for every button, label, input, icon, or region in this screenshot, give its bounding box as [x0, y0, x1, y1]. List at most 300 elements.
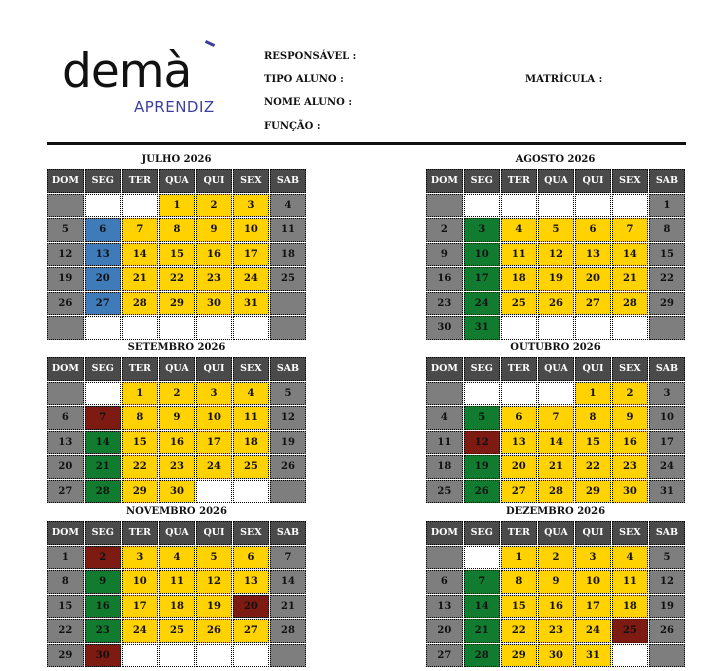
week-row	[47, 316, 306, 340]
weekday-header: TER	[501, 357, 537, 381]
day-cell: 20	[501, 455, 537, 479]
day-cell: 31	[575, 644, 611, 668]
month-calendar	[425, 152, 686, 341]
weekday-header: TER	[122, 169, 158, 193]
week-row	[47, 194, 306, 218]
day-cell: 12	[196, 570, 232, 594]
day-cell: 20	[85, 267, 121, 291]
week-row	[426, 546, 685, 570]
month-grid	[425, 168, 686, 341]
day-cell: 4	[233, 382, 269, 406]
day-cell: 28	[612, 292, 648, 316]
day-cell: 18	[159, 595, 195, 619]
day-cell: 12	[464, 431, 500, 455]
weekday-header: QUI	[196, 169, 232, 193]
day-cell: 8	[159, 218, 195, 242]
day-cell	[85, 382, 121, 406]
week-row	[47, 619, 306, 643]
day-cell: 6	[85, 218, 121, 242]
weekday-header-row	[47, 169, 306, 193]
day-cell: 8	[649, 218, 685, 242]
day-cell: 7	[538, 406, 574, 430]
weekday-header-row	[426, 521, 685, 545]
day-cell: 7	[122, 218, 158, 242]
day-cell: 24	[122, 619, 158, 643]
weekday-header: QUI	[575, 357, 611, 381]
day-cell: 6	[47, 406, 84, 430]
day-cell: 19	[649, 595, 685, 619]
day-cell: 7	[270, 546, 306, 570]
day-cell: 12	[538, 243, 574, 267]
day-cell	[464, 382, 500, 406]
day-cell: 10	[233, 218, 269, 242]
day-cell	[47, 316, 84, 340]
tipo-aluno-label: TIPO ALUNO :	[264, 74, 344, 85]
day-cell	[196, 644, 232, 668]
day-cell: 25	[426, 480, 463, 504]
day-cell: 5	[464, 406, 500, 430]
day-cell: 30	[85, 644, 121, 668]
day-cell: 15	[649, 243, 685, 267]
logo-accent-mark	[205, 40, 215, 47]
weekday-header: QUA	[538, 357, 574, 381]
day-cell: 24	[196, 455, 232, 479]
week-row	[426, 455, 685, 479]
day-cell: 4	[270, 194, 306, 218]
month-title: JULHO 2026	[141, 154, 212, 165]
month-calendar	[46, 504, 307, 668]
day-cell: 26	[196, 619, 232, 643]
week-row	[47, 644, 306, 668]
weekday-header: QUI	[196, 521, 232, 545]
day-cell: 29	[47, 644, 84, 668]
day-cell: 22	[47, 619, 84, 643]
day-cell: 15	[575, 431, 611, 455]
day-cell: 28	[538, 480, 574, 504]
day-cell: 23	[426, 292, 463, 316]
day-cell	[122, 644, 158, 668]
day-cell: 21	[122, 267, 158, 291]
day-cell	[270, 316, 306, 340]
day-cell: 1	[649, 194, 685, 218]
day-cell: 2	[426, 218, 463, 242]
day-cell: 22	[122, 455, 158, 479]
day-cell: 30	[196, 292, 232, 316]
day-cell: 27	[47, 480, 84, 504]
day-cell: 21	[464, 619, 500, 643]
day-cell: 16	[538, 595, 574, 619]
week-row	[47, 480, 306, 504]
weekday-header: QUI	[575, 169, 611, 193]
weekday-header: TER	[122, 357, 158, 381]
day-cell: 25	[233, 455, 269, 479]
day-cell: 4	[501, 218, 537, 242]
day-cell: 3	[122, 546, 158, 570]
day-cell: 19	[47, 267, 84, 291]
day-cell: 1	[575, 382, 611, 406]
day-cell: 11	[233, 406, 269, 430]
day-cell: 25	[612, 619, 648, 643]
day-cell: 27	[85, 292, 121, 316]
week-row	[47, 595, 306, 619]
day-cell: 19	[538, 267, 574, 291]
day-cell: 12	[47, 243, 84, 267]
week-row	[426, 243, 685, 267]
day-cell	[649, 316, 685, 340]
day-cell	[575, 316, 611, 340]
day-cell: 11	[612, 570, 648, 594]
day-cell	[159, 644, 195, 668]
day-cell: 27	[233, 619, 269, 643]
day-cell: 3	[464, 218, 500, 242]
week-row	[47, 382, 306, 406]
month-grid	[46, 520, 307, 668]
day-cell: 2	[159, 382, 195, 406]
day-cell: 13	[426, 595, 463, 619]
day-cell	[196, 316, 232, 340]
weekday-header: QUA	[159, 169, 195, 193]
weekday-header: SAB	[270, 521, 306, 545]
month-title: AGOSTO 2026	[515, 154, 596, 165]
day-cell: 17	[196, 431, 232, 455]
day-cell: 9	[538, 570, 574, 594]
day-cell: 24	[464, 292, 500, 316]
weekday-header: SEG	[464, 169, 500, 193]
day-cell: 17	[233, 243, 269, 267]
week-row	[426, 595, 685, 619]
day-cell: 31	[464, 316, 500, 340]
day-cell: 16	[426, 267, 463, 291]
day-cell: 7	[612, 218, 648, 242]
header-divider	[47, 142, 686, 145]
day-cell: 28	[464, 644, 500, 668]
day-cell: 17	[575, 595, 611, 619]
day-cell: 20	[47, 455, 84, 479]
day-cell	[159, 316, 195, 340]
weekday-header: TER	[122, 521, 158, 545]
week-row	[426, 570, 685, 594]
day-cell: 21	[270, 595, 306, 619]
weekday-header: QUA	[159, 521, 195, 545]
day-cell: 5	[47, 218, 84, 242]
week-row	[47, 455, 306, 479]
day-cell	[538, 382, 574, 406]
day-cell: 19	[270, 431, 306, 455]
day-cell: 13	[575, 243, 611, 267]
week-row	[426, 267, 685, 291]
day-cell: 6	[501, 406, 537, 430]
weekday-header: SEX	[233, 357, 269, 381]
week-row	[47, 406, 306, 430]
day-cell: 7	[85, 406, 121, 430]
day-cell: 30	[612, 480, 648, 504]
weekday-header: DOM	[426, 169, 463, 193]
day-cell: 3	[196, 382, 232, 406]
day-cell: 14	[612, 243, 648, 267]
day-cell: 19	[464, 455, 500, 479]
dema-logo	[60, 44, 230, 118]
weekday-header: SEG	[85, 521, 121, 545]
week-row	[426, 382, 685, 406]
day-cell: 25	[270, 267, 306, 291]
day-cell: 15	[47, 595, 84, 619]
day-cell	[122, 316, 158, 340]
day-cell	[122, 194, 158, 218]
day-cell: 8	[501, 570, 537, 594]
day-cell: 29	[159, 292, 195, 316]
day-cell	[538, 194, 574, 218]
day-cell	[426, 546, 463, 570]
weekday-header: DOM	[47, 169, 84, 193]
day-cell: 5	[649, 546, 685, 570]
day-cell: 14	[538, 431, 574, 455]
weekday-header: DOM	[426, 357, 463, 381]
month-grid	[46, 356, 307, 504]
funcao-label: FUNÇÃO :	[264, 121, 321, 132]
day-cell: 20	[233, 595, 269, 619]
day-cell	[233, 480, 269, 504]
day-cell	[47, 194, 84, 218]
weekday-header: SEX	[612, 357, 648, 381]
day-cell	[575, 194, 611, 218]
weekday-header: QUA	[159, 357, 195, 381]
week-row	[426, 292, 685, 316]
week-row	[426, 194, 685, 218]
week-row	[47, 292, 306, 316]
week-row	[47, 267, 306, 291]
week-row	[426, 316, 685, 340]
week-row	[426, 406, 685, 430]
day-cell: 28	[122, 292, 158, 316]
matricula-label: MATRÍCULA :	[525, 74, 603, 85]
day-cell: 25	[501, 292, 537, 316]
day-cell	[538, 316, 574, 340]
week-row	[47, 570, 306, 594]
day-cell: 20	[426, 619, 463, 643]
weekday-header: SEX	[233, 521, 269, 545]
day-cell: 10	[649, 406, 685, 430]
responsavel-label: RESPONSÁVEL :	[264, 51, 357, 62]
day-cell: 16	[85, 595, 121, 619]
weekday-header-row	[47, 357, 306, 381]
week-row	[426, 218, 685, 242]
day-cell: 23	[538, 619, 574, 643]
day-cell: 30	[426, 316, 463, 340]
day-cell: 22	[159, 267, 195, 291]
month-calendar	[425, 504, 686, 668]
weekday-header-row	[426, 169, 685, 193]
day-cell: 2	[196, 194, 232, 218]
week-row	[47, 546, 306, 570]
day-cell: 8	[122, 406, 158, 430]
day-cell: 29	[575, 480, 611, 504]
weekday-header: SAB	[649, 169, 685, 193]
day-cell: 8	[575, 406, 611, 430]
day-cell: 12	[649, 570, 685, 594]
day-cell: 6	[426, 570, 463, 594]
week-row	[47, 431, 306, 455]
month-title: DEZEMBRO 2026	[505, 506, 606, 517]
day-cell: 30	[159, 480, 195, 504]
day-cell: 15	[501, 595, 537, 619]
logo-sub-text: APRENDIZ	[134, 98, 215, 116]
weekday-header: SEG	[85, 169, 121, 193]
week-row	[426, 644, 685, 668]
month-calendar	[46, 340, 307, 504]
day-cell: 21	[85, 455, 121, 479]
day-cell: 18	[501, 267, 537, 291]
day-cell: 14	[85, 431, 121, 455]
weekday-header: SEX	[612, 169, 648, 193]
weekday-header: DOM	[47, 521, 84, 545]
day-cell: 3	[649, 382, 685, 406]
day-cell: 24	[649, 455, 685, 479]
day-cell	[649, 644, 685, 668]
day-cell: 27	[575, 292, 611, 316]
day-cell	[612, 316, 648, 340]
day-cell: 16	[196, 243, 232, 267]
day-cell: 18	[612, 595, 648, 619]
day-cell	[464, 194, 500, 218]
weekday-header: QUI	[575, 521, 611, 545]
day-cell: 3	[233, 194, 269, 218]
day-cell	[85, 194, 121, 218]
week-row	[47, 218, 306, 242]
month-grid	[425, 520, 686, 668]
day-cell: 5	[538, 218, 574, 242]
day-cell: 24	[233, 267, 269, 291]
day-cell: 9	[426, 243, 463, 267]
weekday-header: SEG	[464, 521, 500, 545]
weekday-header: SAB	[649, 357, 685, 381]
day-cell: 28	[270, 619, 306, 643]
day-cell: 9	[612, 406, 648, 430]
day-cell: 10	[122, 570, 158, 594]
day-cell: 23	[159, 455, 195, 479]
day-cell: 14	[270, 570, 306, 594]
month-calendar	[46, 152, 307, 341]
month-grid	[46, 168, 307, 341]
day-cell: 20	[575, 267, 611, 291]
day-cell	[196, 480, 232, 504]
day-cell: 5	[270, 382, 306, 406]
day-cell: 5	[196, 546, 232, 570]
day-cell: 30	[538, 644, 574, 668]
day-cell: 17	[464, 267, 500, 291]
day-cell	[426, 382, 463, 406]
weekday-header: SAB	[649, 521, 685, 545]
day-cell: 3	[575, 546, 611, 570]
day-cell: 23	[612, 455, 648, 479]
weekday-header: DOM	[426, 521, 463, 545]
day-cell: 18	[233, 431, 269, 455]
day-cell	[270, 480, 306, 504]
day-cell	[501, 194, 537, 218]
day-cell: 13	[501, 431, 537, 455]
weekday-header: TER	[501, 521, 537, 545]
day-cell: 9	[159, 406, 195, 430]
day-cell: 17	[649, 431, 685, 455]
day-cell: 10	[464, 243, 500, 267]
day-cell: 23	[85, 619, 121, 643]
day-cell: 16	[159, 431, 195, 455]
day-cell: 21	[538, 455, 574, 479]
day-cell: 22	[501, 619, 537, 643]
day-cell	[426, 194, 463, 218]
month-calendar	[425, 340, 686, 504]
day-cell: 2	[612, 382, 648, 406]
weekday-header: SEX	[233, 169, 269, 193]
day-cell: 6	[233, 546, 269, 570]
day-cell: 13	[85, 243, 121, 267]
day-cell: 4	[612, 546, 648, 570]
day-cell: 9	[85, 570, 121, 594]
weekday-header: DOM	[47, 357, 84, 381]
day-cell: 13	[233, 570, 269, 594]
day-cell	[270, 644, 306, 668]
day-cell: 31	[649, 480, 685, 504]
day-cell: 27	[501, 480, 537, 504]
month-title: OUTUBRO 2026	[510, 342, 601, 353]
day-cell: 11	[270, 218, 306, 242]
weekday-header: QUI	[196, 357, 232, 381]
day-cell: 2	[538, 546, 574, 570]
day-cell: 15	[122, 431, 158, 455]
day-cell: 25	[159, 619, 195, 643]
day-cell: 4	[426, 406, 463, 430]
month-title: SETEMBRO 2026	[127, 342, 226, 353]
day-cell: 1	[501, 546, 537, 570]
day-cell: 11	[426, 431, 463, 455]
day-cell	[612, 194, 648, 218]
day-cell: 6	[575, 218, 611, 242]
day-cell: 26	[538, 292, 574, 316]
week-row	[426, 619, 685, 643]
day-cell: 9	[196, 218, 232, 242]
day-cell: 28	[85, 480, 121, 504]
day-cell: 27	[426, 644, 463, 668]
day-cell: 1	[159, 194, 195, 218]
day-cell	[47, 382, 84, 406]
day-cell: 22	[575, 455, 611, 479]
day-cell: 29	[501, 644, 537, 668]
day-cell: 16	[612, 431, 648, 455]
weekday-header: SEG	[85, 357, 121, 381]
day-cell: 18	[426, 455, 463, 479]
week-row	[426, 431, 685, 455]
day-cell: 4	[159, 546, 195, 570]
weekday-header-row	[47, 521, 306, 545]
day-cell: 31	[233, 292, 269, 316]
day-cell: 15	[159, 243, 195, 267]
day-cell: 12	[270, 406, 306, 430]
logo-brand-text: demà	[62, 44, 192, 99]
nome-aluno-label: NOME ALUNO :	[264, 97, 353, 108]
day-cell	[612, 644, 648, 668]
weekday-header: QUA	[538, 521, 574, 545]
day-cell: 21	[612, 267, 648, 291]
day-cell: 10	[575, 570, 611, 594]
day-cell: 14	[464, 595, 500, 619]
month-grid	[425, 356, 686, 504]
weekday-header: QUA	[538, 169, 574, 193]
day-cell: 29	[649, 292, 685, 316]
weekday-header-row	[426, 357, 685, 381]
day-cell	[501, 316, 537, 340]
weekday-header: SAB	[270, 357, 306, 381]
day-cell: 10	[196, 406, 232, 430]
day-cell: 23	[196, 267, 232, 291]
